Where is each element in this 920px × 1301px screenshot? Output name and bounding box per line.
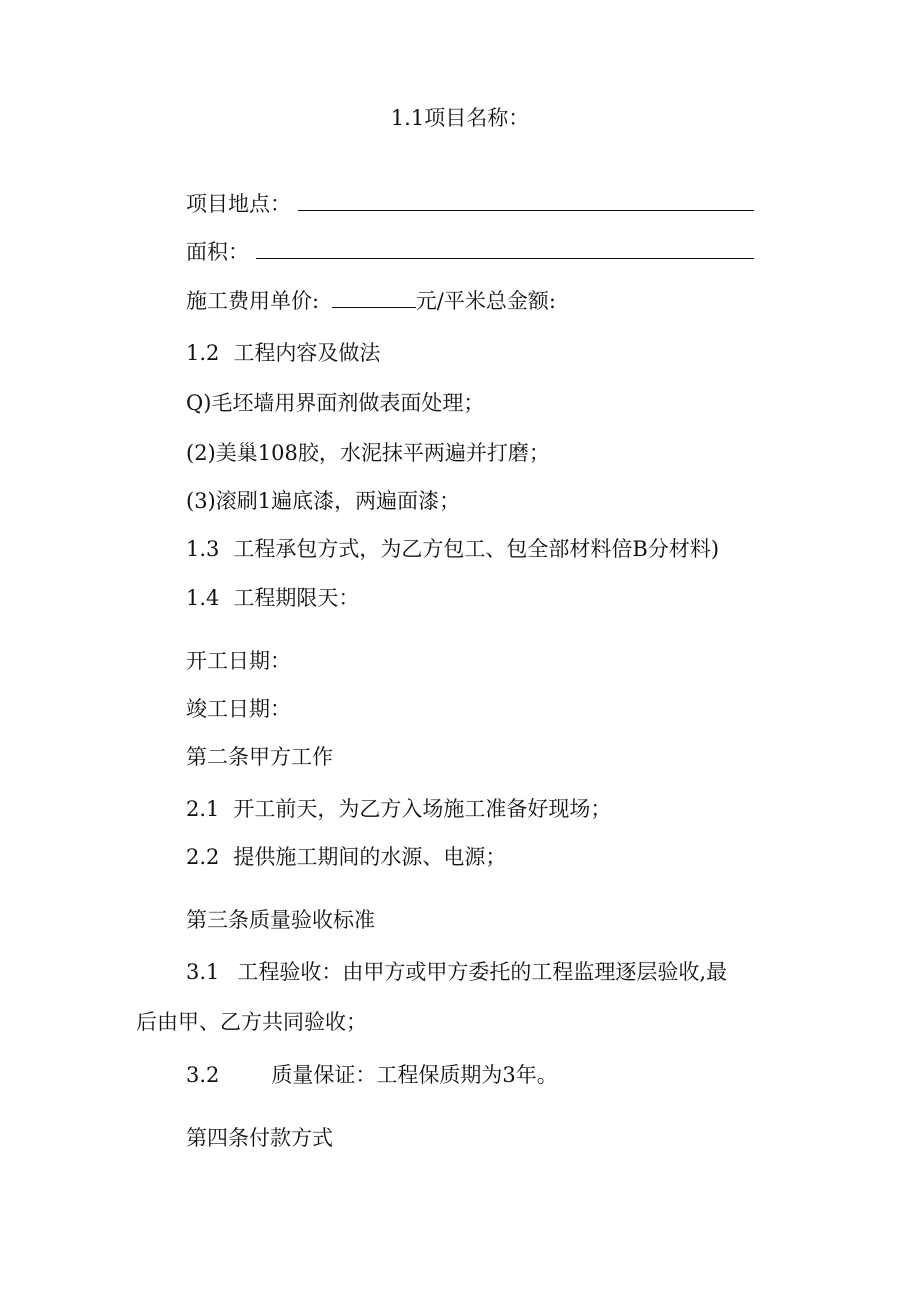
project-name-title: 1.1项目名称： (390, 106, 530, 130)
clause-3-2-number: 3.2 (186, 1063, 220, 1087)
clause-1-3-number: 1.3 (186, 537, 220, 561)
clause-2-1-text: 开工前天，为乙方入场施工准备好现场； (233, 797, 612, 821)
clause-3-2 (186, 1061, 558, 1089)
clause-3-1-continuation: 后由甲、乙方共同验收； (136, 1010, 367, 1034)
price-blank (332, 287, 416, 308)
start-date-label: 开工日期： (186, 649, 291, 673)
work-item-3: (3)滚刷1遍底漆，两遍面漆； (186, 489, 461, 513)
clause-1-3-text: 工程承包方式，为乙方包工、包全部材料倍B分材料) (233, 537, 720, 561)
project-location-line (186, 190, 754, 218)
work-item-1: Q)毛坯墙用界面剂做表面处理； (186, 391, 485, 415)
clause-2-2-number: 2.2 (186, 845, 220, 869)
clause-2-2-text: 提供施工期间的水源、电源； (233, 845, 507, 869)
clause-3-2-text: 质量保证：工程保质期为3年。 (271, 1063, 558, 1087)
work-item-2: (2)美巢108胶，水泥抹平两遍并打磨； (186, 441, 550, 465)
clause-3-1-number: 3.1 (186, 960, 220, 984)
project-location-blank (298, 190, 754, 211)
clause-1-4-text: 工程期限天： (233, 586, 360, 610)
area-label: 面积： (186, 240, 249, 264)
project-location-label: 项目地点： (186, 192, 291, 216)
price-line (186, 287, 556, 315)
clause-2-1-number: 2.1 (186, 797, 220, 821)
clause-1-2-number: 1.2 (186, 341, 220, 365)
section-2-heading: 第二条甲方工作 (186, 745, 333, 769)
section-3-heading: 第三条质量验收标准 (186, 908, 375, 932)
clause-2-2 (186, 843, 506, 871)
section-4-heading: 第四条付款方式 (186, 1126, 333, 1150)
clause-1-2 (186, 339, 380, 367)
clause-1-3 (186, 535, 719, 563)
end-date-label: 竣工日期： (186, 697, 291, 721)
clause-3-1 (186, 958, 727, 986)
clause-1-2-text: 工程内容及做法 (233, 341, 381, 365)
clause-3-1-text: 工程验收：由甲方或甲方委托的工程监理逐层验收,最 (237, 960, 728, 984)
price-unit: 元/平米总金额: (415, 289, 556, 313)
area-blank (256, 238, 754, 259)
clause-1-4-number: 1.4 (186, 586, 220, 610)
price-label: 施工费用单价: (186, 289, 320, 313)
clause-2-1 (186, 795, 611, 823)
clause-1-4 (186, 584, 359, 612)
area-line (186, 238, 754, 266)
